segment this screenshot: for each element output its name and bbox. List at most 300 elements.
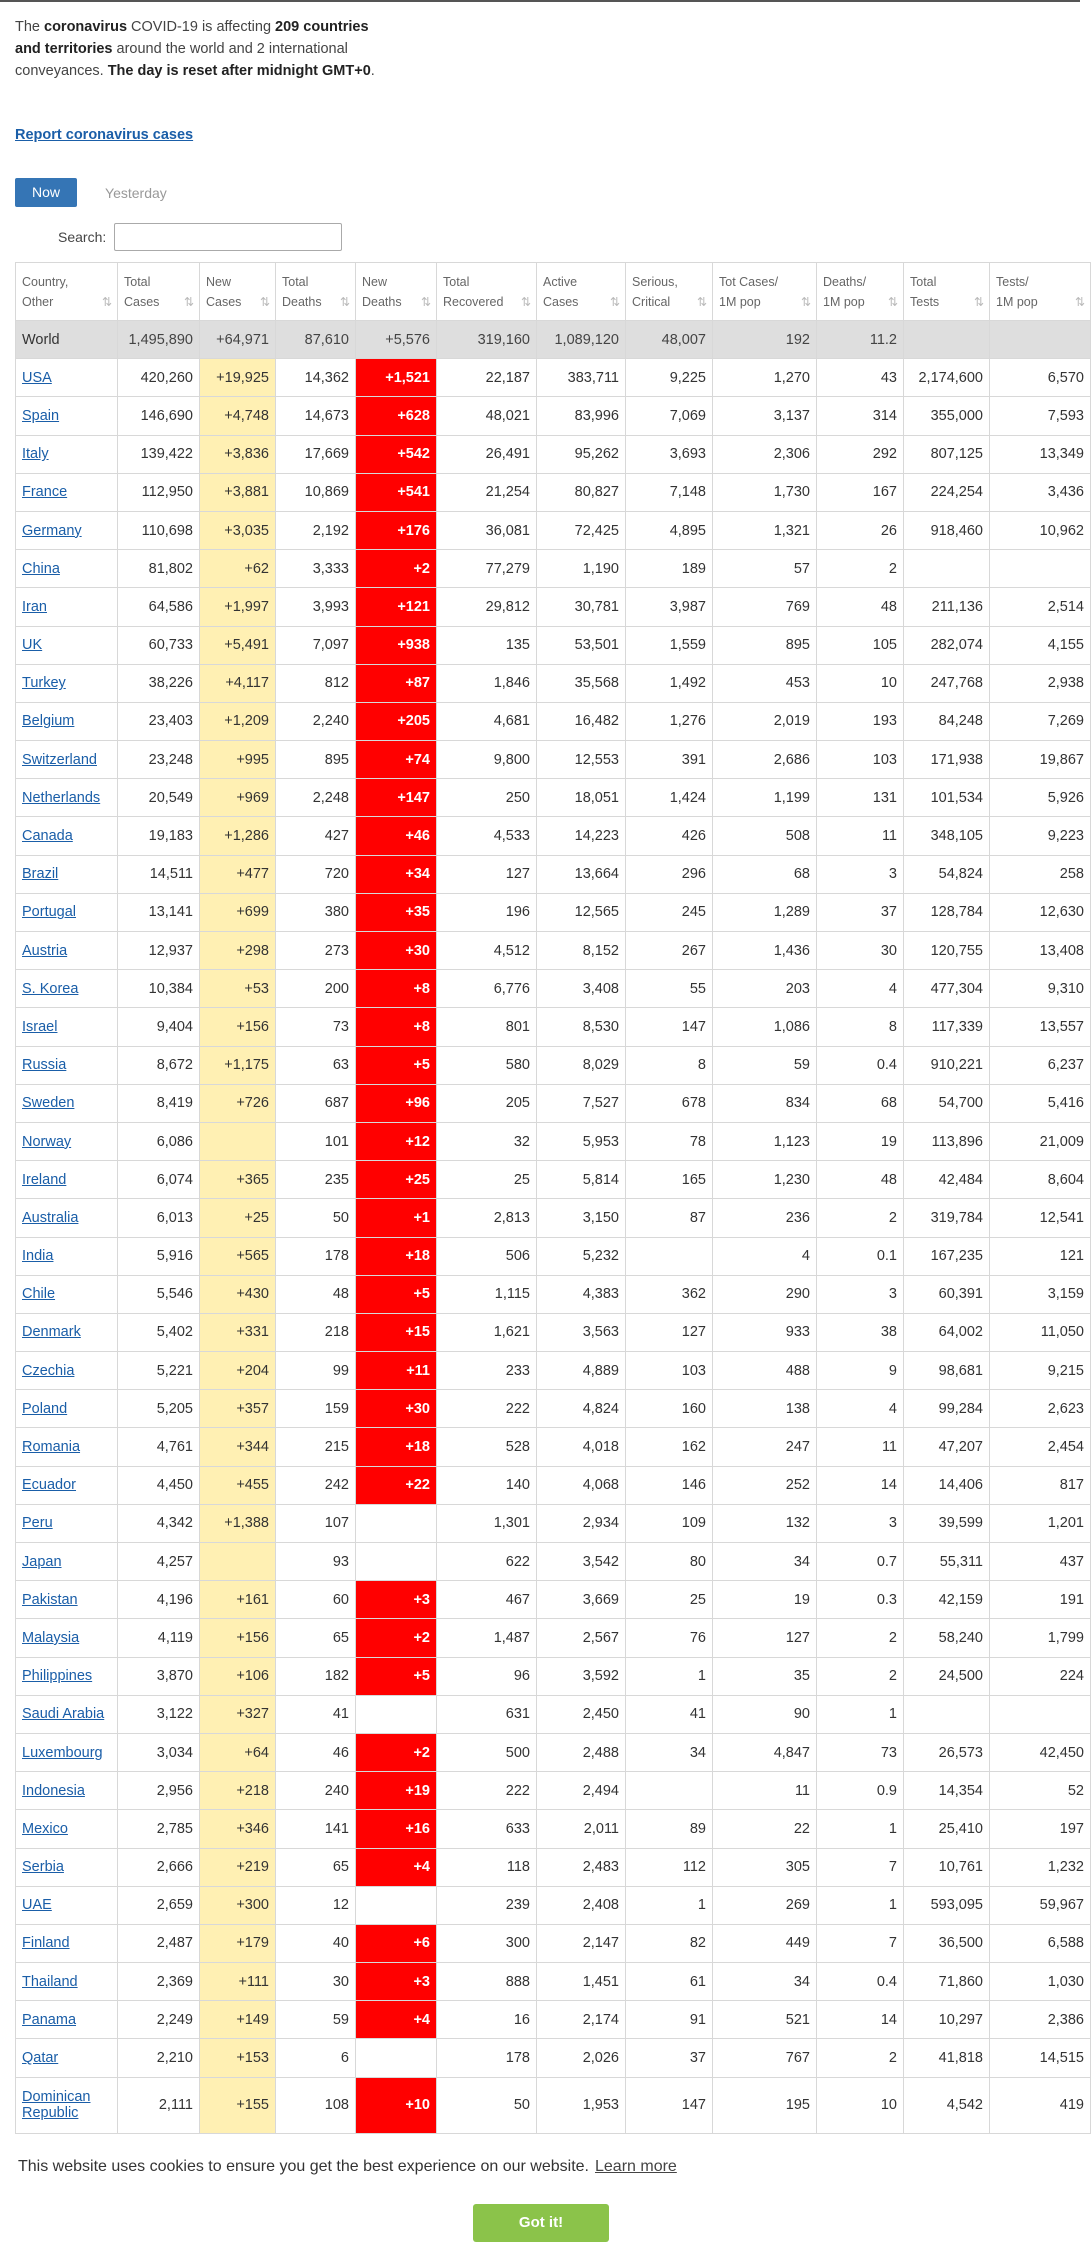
cell-country (16, 664, 118, 702)
cell-total-deaths: 687 (276, 1084, 356, 1122)
country-link[interactable]: USA (22, 369, 52, 386)
cell-cases-per-1m: 22 (713, 1810, 817, 1848)
country-link[interactable]: Serbia (22, 1859, 64, 1876)
country-link[interactable]: Denmark (22, 1324, 81, 1341)
country-link[interactable]: Poland (22, 1400, 68, 1417)
cell-country (16, 893, 118, 931)
day-tabs (15, 178, 167, 207)
tab-yesterday[interactable]: Yesterday (105, 184, 167, 201)
cell-total-tests: 25,410 (904, 1810, 990, 1848)
cell-serious-critical: 678 (626, 1084, 713, 1122)
cell-deaths-per-1m: 105 (817, 626, 904, 664)
cell-new-deaths: +542 (356, 435, 437, 473)
cell-serious-critical: 3,693 (626, 435, 713, 473)
column-header-new-deaths[interactable] (356, 263, 437, 321)
column-header-total-deaths[interactable] (276, 263, 356, 321)
cell-deaths-per-1m: 14 (817, 1466, 904, 1504)
cell-total-tests: 593,095 (904, 1886, 990, 1924)
header-line: Deaths/ (823, 274, 867, 289)
cell-total-cases: 2,111 (118, 2077, 200, 2133)
cell-total-cases: 5,546 (118, 1275, 200, 1313)
search-label: Search: (58, 229, 107, 245)
cell-active-cases: 2,483 (537, 1848, 626, 1886)
cell-new-cases: +111 (200, 1963, 276, 2001)
cell-new-cases: +969 (200, 779, 276, 817)
table-row (16, 1733, 1091, 1771)
country-link[interactable]: Spain (22, 407, 60, 424)
cell-active-cases: 30,781 (537, 588, 626, 626)
cell-serious-critical: 1,424 (626, 779, 713, 817)
cell-total-cases: 6,013 (118, 1199, 200, 1237)
cell-new-cases: +298 (200, 932, 276, 970)
cell-total-cases: 8,672 (118, 1046, 200, 1084)
header-line: Active (543, 274, 578, 289)
country-link[interactable]: Czechia (22, 1362, 75, 1379)
cell-new-deaths (356, 1504, 437, 1542)
country-link[interactable]: Malaysia (22, 1629, 80, 1646)
country-link[interactable]: Brazil (22, 866, 59, 883)
cell-country (16, 1695, 118, 1733)
country-link[interactable]: Saudi Arabia (22, 1706, 105, 1723)
cell-total-cases: 4,450 (118, 1466, 200, 1504)
table-row (16, 1428, 1091, 1466)
cell-cases-per-1m: 895 (713, 626, 817, 664)
cell-serious-critical: 147 (626, 2077, 713, 2133)
table-row (16, 741, 1091, 779)
cell-total-tests: 120,755 (904, 932, 990, 970)
country-link[interactable]: Chile (22, 1286, 56, 1303)
cell-deaths-per-1m: 8 (817, 1008, 904, 1046)
table-row (16, 1352, 1091, 1390)
cell-total-recovered: 4,681 (437, 702, 537, 740)
cell-active-cases: 2,011 (537, 1810, 626, 1848)
cell-cases-per-1m: 2,019 (713, 702, 817, 740)
cell-total-recovered: 6,776 (437, 970, 537, 1008)
sort-arrows-icon[interactable]: ⇅ (1074, 295, 1085, 309)
cell-total-recovered: 9,800 (437, 741, 537, 779)
column-header-tests-per-1m[interactable] (990, 263, 1091, 321)
cell-new-deaths: +628 (356, 397, 437, 435)
country-link[interactable]: Switzerland (22, 751, 97, 768)
cell-deaths-per-1m: 2 (817, 550, 904, 588)
sort-arrows-icon[interactable]: ⇅ (520, 295, 531, 309)
cell-total-cases: 2,666 (118, 1848, 200, 1886)
column-header-total-tests[interactable] (904, 263, 990, 321)
cell-new-cases: +156 (200, 1008, 276, 1046)
cell-total-deaths: 101 (276, 1122, 356, 1160)
cell-cases-per-1m: 192 (713, 321, 817, 359)
cell-total-deaths: 215 (276, 1428, 356, 1466)
cell-active-cases: 1,451 (537, 1963, 626, 2001)
country-link[interactable]: Panama (22, 2011, 77, 2028)
cell-total-cases: 23,248 (118, 741, 200, 779)
cell-cases-per-1m: 508 (713, 817, 817, 855)
sort-arrows-icon[interactable]: ⇅ (696, 295, 707, 309)
cell-new-cases: +149 (200, 2001, 276, 2039)
cell-new-deaths: +18 (356, 1237, 437, 1275)
cell-serious-critical: 127 (626, 1313, 713, 1351)
cell-active-cases: 2,174 (537, 2001, 626, 2039)
country-link[interactable]: Austria (22, 942, 68, 959)
cell-total-tests: 54,824 (904, 855, 990, 893)
cell-total-cases: 4,257 (118, 1543, 200, 1581)
cell-total-tests: 224,254 (904, 473, 990, 511)
cell-serious-critical: 296 (626, 855, 713, 893)
cell-deaths-per-1m: 73 (817, 1733, 904, 1771)
cell-serious-critical: 1 (626, 1886, 713, 1924)
sort-arrows-icon[interactable]: ⇅ (183, 295, 194, 309)
cell-new-cases: +1,388 (200, 1504, 276, 1542)
cell-new-deaths: +30 (356, 1390, 437, 1428)
cell-total-recovered: 1,621 (437, 1313, 537, 1351)
cell-total-deaths: 235 (276, 1161, 356, 1199)
country-link[interactable]: Peru (22, 1515, 53, 1532)
country-link[interactable]: Italy (22, 446, 49, 463)
country-link[interactable]: Luxembourg (22, 1744, 103, 1761)
cell-total-tests: 348,105 (904, 817, 990, 855)
country-link[interactable]: Israel (22, 1018, 58, 1035)
header-line: 1M pop (719, 294, 761, 309)
cell-total-tests: 10,761 (904, 1848, 990, 1886)
country-link[interactable]: Belgium (22, 713, 75, 730)
cell-deaths-per-1m: 292 (817, 435, 904, 473)
cell-total-recovered: 500 (437, 1733, 537, 1771)
cell-total-cases: 13,141 (118, 893, 200, 931)
cell-total-tests: 319,784 (904, 1199, 990, 1237)
cell-active-cases: 14,223 (537, 817, 626, 855)
country-link[interactable]: UAE (22, 1897, 52, 1914)
cell-total-cases: 14,511 (118, 855, 200, 893)
cell-tests-per-1m: 14,515 (990, 2039, 1091, 2077)
cell-deaths-per-1m: 314 (817, 397, 904, 435)
cell-serious-critical: 61 (626, 1963, 713, 2001)
country-link[interactable]: Mexico (22, 1820, 68, 1837)
table-row (16, 1886, 1091, 1924)
header-line: New (206, 274, 232, 289)
cell-total-recovered: 631 (437, 1695, 537, 1733)
table-row (16, 1046, 1091, 1084)
cell-new-cases: +726 (200, 1084, 276, 1122)
country-link[interactable]: Dominican Republic (22, 2089, 91, 2122)
cell-serious-critical: 3,987 (626, 588, 713, 626)
cell-tests-per-1m: 8,604 (990, 1161, 1091, 1199)
cell-serious-critical (626, 1237, 713, 1275)
cell-total-recovered: 801 (437, 1008, 537, 1046)
cell-total-deaths: 108 (276, 2077, 356, 2133)
cell-country (16, 1733, 118, 1771)
cell-tests-per-1m: 1,030 (990, 1963, 1091, 2001)
cell-new-deaths: +1 (356, 1199, 437, 1237)
cell-cases-per-1m: 195 (713, 2077, 817, 2133)
cell-deaths-per-1m: 0.9 (817, 1772, 904, 1810)
cell-total-recovered: 140 (437, 1466, 537, 1504)
sort-arrows-icon[interactable]: ⇅ (339, 295, 350, 309)
cell-cases-per-1m: 1,730 (713, 473, 817, 511)
header-line: 1M pop (996, 294, 1038, 309)
cell-new-deaths: +4 (356, 1848, 437, 1886)
country-link[interactable]: India (22, 1248, 54, 1265)
column-header-country[interactable] (16, 263, 118, 321)
country-link[interactable]: China (22, 560, 60, 577)
cell-total-tests: 113,896 (904, 1122, 990, 1160)
cell-total-cases: 6,086 (118, 1122, 200, 1160)
table-row (16, 1504, 1091, 1542)
cell-active-cases: 3,150 (537, 1199, 626, 1237)
cookie-accept-button[interactable]: Got it! (473, 2204, 609, 2242)
cell-serious-critical: 160 (626, 1390, 713, 1428)
cell-tests-per-1m: 19,867 (990, 741, 1091, 779)
header-line: Tests (910, 294, 940, 309)
cell-country (16, 741, 118, 779)
cell-country (16, 2001, 118, 2039)
cell-new-deaths: +1,521 (356, 359, 437, 397)
table-row (16, 1275, 1091, 1313)
cell-new-cases: +179 (200, 1924, 276, 1962)
cell-new-deaths (356, 1886, 437, 1924)
cell-tests-per-1m: 2,938 (990, 664, 1091, 702)
cell-country (16, 1466, 118, 1504)
sort-arrows-icon[interactable]: ⇅ (609, 295, 620, 309)
cell-total-deaths: 60 (276, 1581, 356, 1619)
cell-country (16, 1924, 118, 1962)
cell-deaths-per-1m: 1 (817, 1695, 904, 1733)
cell-total-cases: 2,249 (118, 2001, 200, 2039)
cell-serious-critical: 426 (626, 817, 713, 855)
header-line: Tot Cases/ (719, 274, 779, 289)
cell-total-cases: 38,226 (118, 664, 200, 702)
cell-new-cases: +699 (200, 893, 276, 931)
cell-active-cases: 4,068 (537, 1466, 626, 1504)
cell-country (16, 435, 118, 473)
cell-active-cases: 8,152 (537, 932, 626, 970)
sort-arrows-icon[interactable]: ⇅ (259, 295, 270, 309)
cell-total-recovered: 22,187 (437, 359, 537, 397)
cell-serious-critical: 112 (626, 1848, 713, 1886)
header-line: Total (124, 274, 151, 289)
column-header-new-cases[interactable] (200, 263, 276, 321)
search-input[interactable] (114, 223, 342, 251)
cell-active-cases: 3,669 (537, 1581, 626, 1619)
cell-deaths-per-1m: 0.3 (817, 1581, 904, 1619)
cell-total-deaths: 141 (276, 1810, 356, 1848)
cell-serious-critical: 267 (626, 932, 713, 970)
country-link[interactable]: Romania (22, 1439, 81, 1456)
country-link[interactable]: Pakistan (22, 1591, 78, 1608)
cell-new-cases: +3,881 (200, 473, 276, 511)
cell-new-cases: +53 (200, 970, 276, 1008)
country-link[interactable]: UK (22, 637, 43, 654)
cell-serious-critical: 146 (626, 1466, 713, 1504)
sort-arrows-icon[interactable]: ⇅ (973, 295, 984, 309)
country-link[interactable]: Thailand (22, 1973, 78, 1990)
cell-total-deaths: 2,240 (276, 702, 356, 740)
cell-new-cases: +1,209 (200, 702, 276, 740)
cell-cases-per-1m: 2,686 (713, 741, 817, 779)
cell-total-cases: 6,074 (118, 1161, 200, 1199)
sort-arrows-icon[interactable]: ⇅ (101, 295, 112, 309)
cell-active-cases: 3,408 (537, 970, 626, 1008)
column-header-cases-per-1m[interactable] (713, 263, 817, 321)
cell-deaths-per-1m: 2 (817, 1657, 904, 1695)
country-link[interactable]: Netherlands (22, 789, 101, 806)
cell-tests-per-1m: 13,349 (990, 435, 1091, 473)
country-link[interactable]: Finland (22, 1935, 70, 1952)
cell-deaths-per-1m: 9 (817, 1352, 904, 1390)
cell-new-cases: +153 (200, 2039, 276, 2077)
intro-text: The coronavirus COVID-19 is affecting 209 countries and territories around the world and 2 international conveyances. The day is reset after midnight GMT+0. (15, 19, 375, 79)
cell-new-cases: +565 (200, 1237, 276, 1275)
cell-active-cases: 5,232 (537, 1237, 626, 1275)
cell-country (16, 1581, 118, 1619)
cell-total-cases: 4,196 (118, 1581, 200, 1619)
cell-cases-per-1m: 127 (713, 1619, 817, 1657)
cell-total-cases: 110,698 (118, 511, 200, 549)
cell-new-deaths: +2 (356, 1619, 437, 1657)
cell-tests-per-1m: 2,386 (990, 2001, 1091, 2039)
cell-total-tests: 64,002 (904, 1313, 990, 1351)
cell-deaths-per-1m: 26 (817, 511, 904, 549)
world-total-row (16, 321, 1091, 359)
cell-total-deaths: 242 (276, 1466, 356, 1504)
header-line: Critical (632, 294, 671, 309)
country-link[interactable]: Portugal (22, 904, 77, 921)
cell-tests-per-1m: 12,541 (990, 1199, 1091, 1237)
cell-total-tests: 60,391 (904, 1275, 990, 1313)
cell-new-deaths: +541 (356, 473, 437, 511)
sort-arrows-icon[interactable]: ⇅ (887, 295, 898, 309)
cell-deaths-per-1m: 3 (817, 1504, 904, 1542)
report-cases-link[interactable]: Report coronavirus cases (15, 127, 194, 143)
cell-cases-per-1m: 834 (713, 1084, 817, 1122)
country-link[interactable]: France (22, 484, 68, 501)
country-link[interactable]: Japan (22, 1553, 62, 1570)
column-header-total-recovered[interactable] (437, 263, 537, 321)
table-row (16, 1695, 1091, 1733)
cell-total-recovered: 580 (437, 1046, 537, 1084)
cell-country (16, 626, 118, 664)
table-row (16, 779, 1091, 817)
table-row (16, 855, 1091, 893)
cell-country (16, 1772, 118, 1810)
cell-total-recovered: 178 (437, 2039, 537, 2077)
cell-cases-per-1m: 453 (713, 664, 817, 702)
country-link[interactable]: Iran (22, 598, 47, 615)
table-row (16, 2077, 1091, 2133)
cell-total-recovered: 250 (437, 779, 537, 817)
cell-total-recovered: 300 (437, 1924, 537, 1962)
cell-total-cases: 64,586 (118, 588, 200, 626)
cell-cases-per-1m: 1,230 (713, 1161, 817, 1199)
table-row (16, 1237, 1091, 1275)
cell-total-deaths: 6 (276, 2039, 356, 2077)
country-link[interactable]: Russia (22, 1057, 67, 1074)
cell-total-tests: 42,484 (904, 1161, 990, 1199)
learn-more-link[interactable]: Learn more (595, 2158, 677, 2175)
country-link[interactable]: Philippines (22, 1668, 93, 1685)
country-link[interactable]: Indonesia (22, 1782, 85, 1799)
country-link[interactable]: Germany (22, 522, 82, 539)
cell-total-cases: 81,802 (118, 550, 200, 588)
country-link[interactable]: Turkey (22, 675, 66, 692)
cell-new-deaths: +5 (356, 1275, 437, 1313)
column-header-total-cases[interactable] (118, 263, 200, 321)
cell-deaths-per-1m: 0.1 (817, 1237, 904, 1275)
cell-cases-per-1m: 769 (713, 588, 817, 626)
cell-total-cases: 5,205 (118, 1390, 200, 1428)
cell-cases-per-1m: 305 (713, 1848, 817, 1886)
cell-new-deaths: +30 (356, 932, 437, 970)
cell-cases-per-1m: 35 (713, 1657, 817, 1695)
cell-tests-per-1m: 1,201 (990, 1504, 1091, 1542)
cell-tests-per-1m: 9,310 (990, 970, 1091, 1008)
tab-now[interactable]: Now (15, 178, 77, 207)
cell-new-deaths: +121 (356, 588, 437, 626)
cell-cases-per-1m: 2,306 (713, 435, 817, 473)
cell-total-tests (904, 321, 990, 359)
country-link[interactable]: Qatar (22, 2050, 59, 2067)
cell-serious-critical: 41 (626, 1695, 713, 1733)
cell-country (16, 1810, 118, 1848)
cell-serious-critical: 7,069 (626, 397, 713, 435)
cell-total-cases: 4,761 (118, 1428, 200, 1466)
country-link[interactable]: Australia (22, 1209, 79, 1226)
cell-new-cases: +25 (200, 1199, 276, 1237)
cell-cases-per-1m: 19 (713, 1581, 817, 1619)
cell-deaths-per-1m: 1 (817, 1886, 904, 1924)
cell-serious-critical: 8 (626, 1046, 713, 1084)
cell-total-cases: 3,870 (118, 1657, 200, 1695)
table-row (16, 1772, 1091, 1810)
table-row (16, 1161, 1091, 1199)
cell-active-cases: 80,827 (537, 473, 626, 511)
country-link[interactable]: Norway (22, 1133, 72, 1150)
cell-new-deaths: +96 (356, 1084, 437, 1122)
column-header-serious-critical[interactable] (626, 263, 713, 321)
cell-new-deaths: +15 (356, 1313, 437, 1351)
table-row (16, 1008, 1091, 1046)
cell-total-recovered: 622 (437, 1543, 537, 1581)
cell-tests-per-1m: 121 (990, 1237, 1091, 1275)
country-link[interactable]: S. Korea (22, 980, 79, 997)
cell-cases-per-1m: 57 (713, 550, 817, 588)
cell-new-deaths: +938 (356, 626, 437, 664)
cell-total-deaths: 159 (276, 1390, 356, 1428)
cell-tests-per-1m: 21,009 (990, 1122, 1091, 1160)
table-row (16, 1619, 1091, 1657)
cell-tests-per-1m: 7,593 (990, 397, 1091, 435)
cell-total-recovered: 1,846 (437, 664, 537, 702)
country-link[interactable]: Canada (22, 828, 73, 845)
table-row (16, 1466, 1091, 1504)
cell-cases-per-1m: 68 (713, 855, 817, 893)
country-link[interactable]: Ireland (22, 1171, 67, 1188)
cell-active-cases: 53,501 (537, 626, 626, 664)
cell-cases-per-1m: 933 (713, 1313, 817, 1351)
table-row (16, 626, 1091, 664)
country-link[interactable]: Ecuador (22, 1477, 77, 1494)
cell-active-cases: 13,664 (537, 855, 626, 893)
country-link[interactable]: Sweden (22, 1095, 75, 1112)
sort-arrows-icon[interactable]: ⇅ (800, 295, 811, 309)
header-line: Cases (543, 294, 579, 309)
cell-new-deaths: +46 (356, 817, 437, 855)
sort-arrows-icon[interactable]: ⇅ (420, 295, 431, 309)
column-header-deaths-per-1m[interactable] (817, 263, 904, 321)
cell-country (16, 1390, 118, 1428)
cell-tests-per-1m: 59,967 (990, 1886, 1091, 1924)
cell-new-cases: +62 (200, 550, 276, 588)
column-header-active-cases[interactable] (537, 263, 626, 321)
